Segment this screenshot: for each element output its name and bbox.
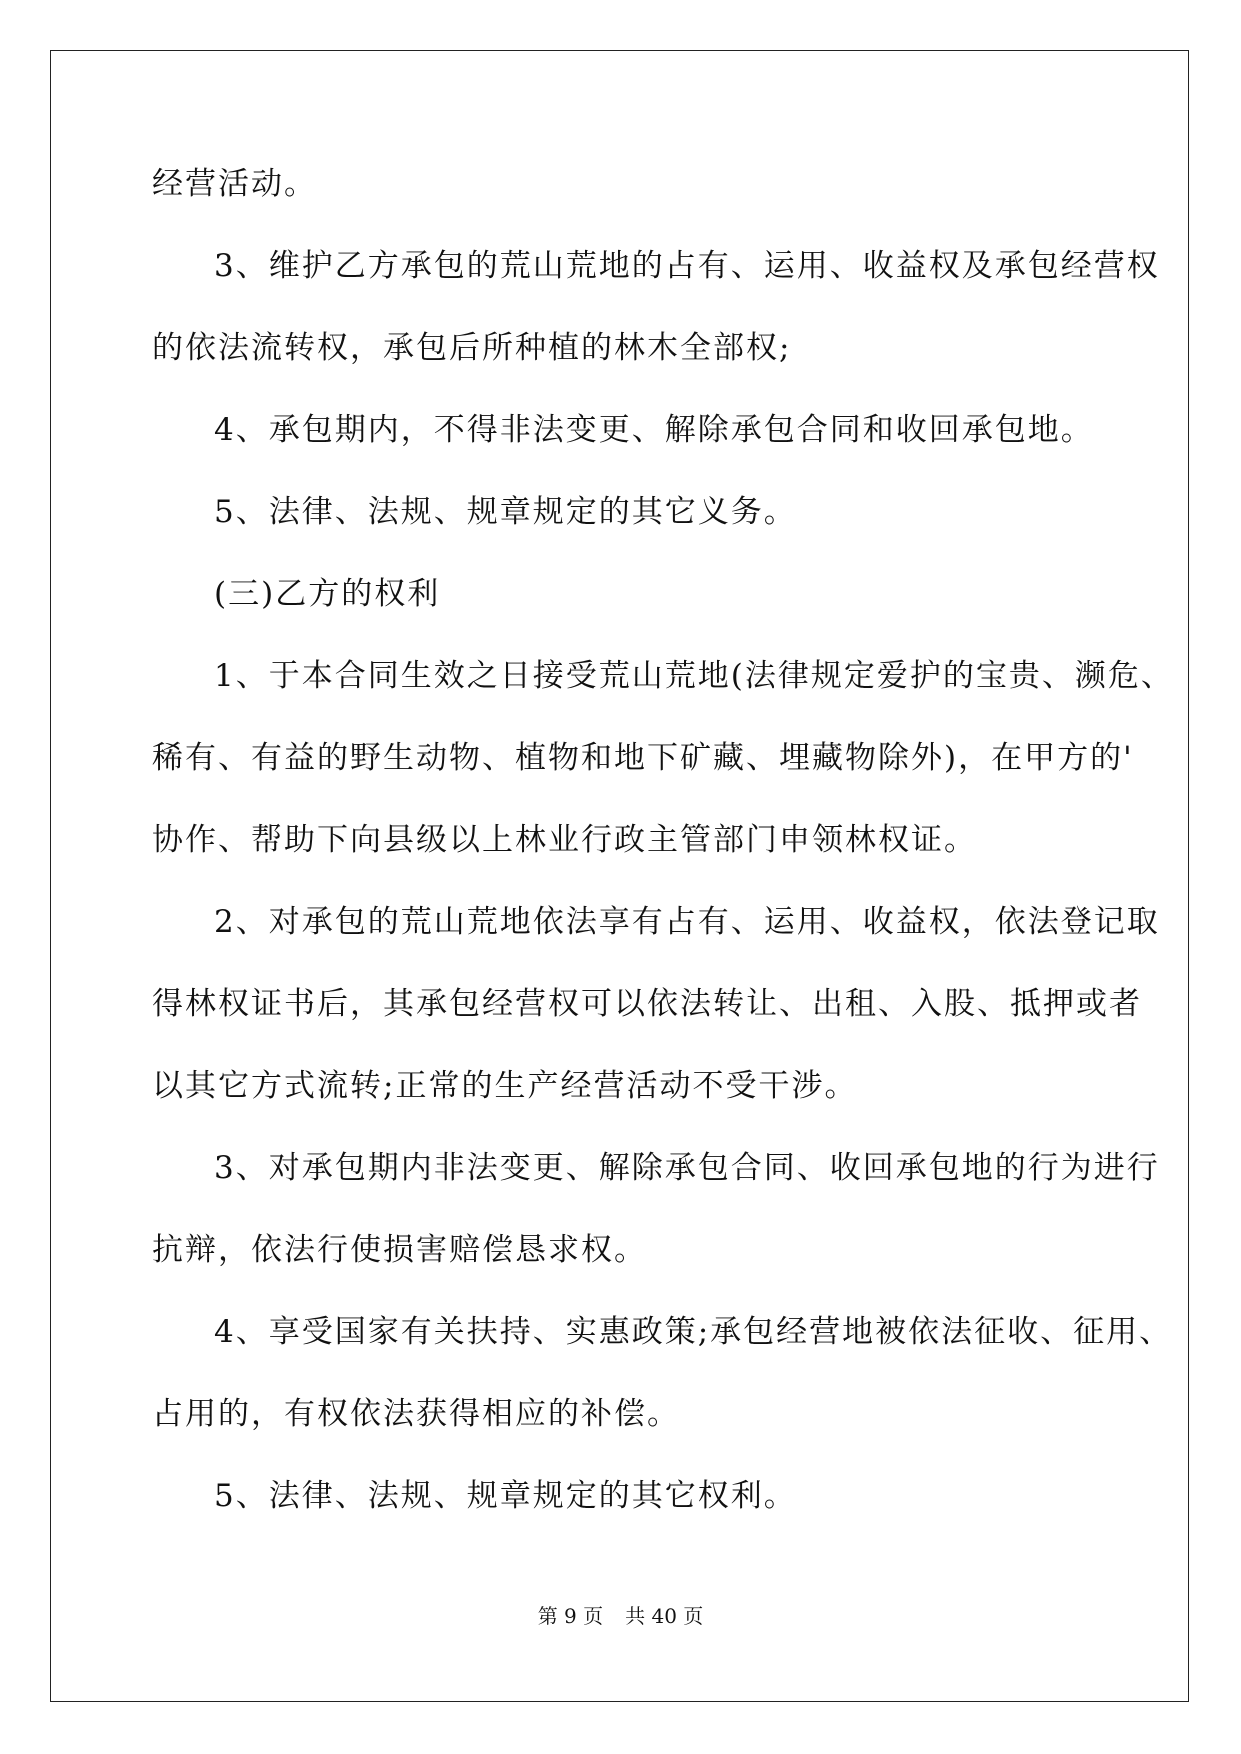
text-line: 占用的，有权依法获得相应的补偿。 (152, 1396, 680, 1432)
text-line: 5、法律、法规、规章规定的其它权利。 (214, 1478, 797, 1514)
document-body (152, 143, 1174, 1537)
text-line: 以其它方式流转;正常的生产经营活动不受干涉。 (152, 1068, 858, 1104)
text-line: 的依法流转权，承包后所种植的林木全部权; (152, 330, 792, 366)
text-line: 4、承包期内，不得非法变更、解除承包合同和收回承包地。 (214, 412, 1094, 448)
text-line: 稀有、有益的野生动物、植物和地下矿藏、埋藏物除外)，在甲方的' (152, 740, 1134, 776)
text-line: 3、对承包期内非法变更、解除承包合同、收回承包地的行为进行 (214, 1150, 1160, 1186)
text-line: 抗辩，依法行使损害赔偿恳求权。 (152, 1232, 647, 1268)
page-total: 共 40 页 (625, 1604, 704, 1628)
text-line: 4、享受国家有关扶持、实惠政策;承包经营地被依法征收、征用、 (214, 1314, 1173, 1350)
text-line: 1、于本合同生效之日接受荒山荒地(法律规定爱护的宝贵、濒危、 (214, 658, 1174, 694)
text-line: 得林权证书后，其承包经营权可以依法转让、出租、入股、抵押或者 (152, 986, 1142, 1022)
section-heading: (三)乙方的权利 (214, 576, 441, 612)
page-footer (0, 1600, 1241, 1629)
text-line: 5、法律、法规、规章规定的其它义务。 (214, 494, 797, 530)
page-number: 第 9 页 (537, 1604, 604, 1628)
text-line: 经营活动。 (152, 166, 317, 202)
text-line: 3、维护乙方承包的荒山荒地的占有、运用、收益权及承包经营权 (214, 248, 1160, 284)
text-line: 2、对承包的荒山荒地依法享有占有、运用、收益权，依法登记取 (214, 904, 1160, 940)
text-line: 协作、帮助下向县级以上林业行政主管部门申领林权证。 (152, 822, 977, 858)
